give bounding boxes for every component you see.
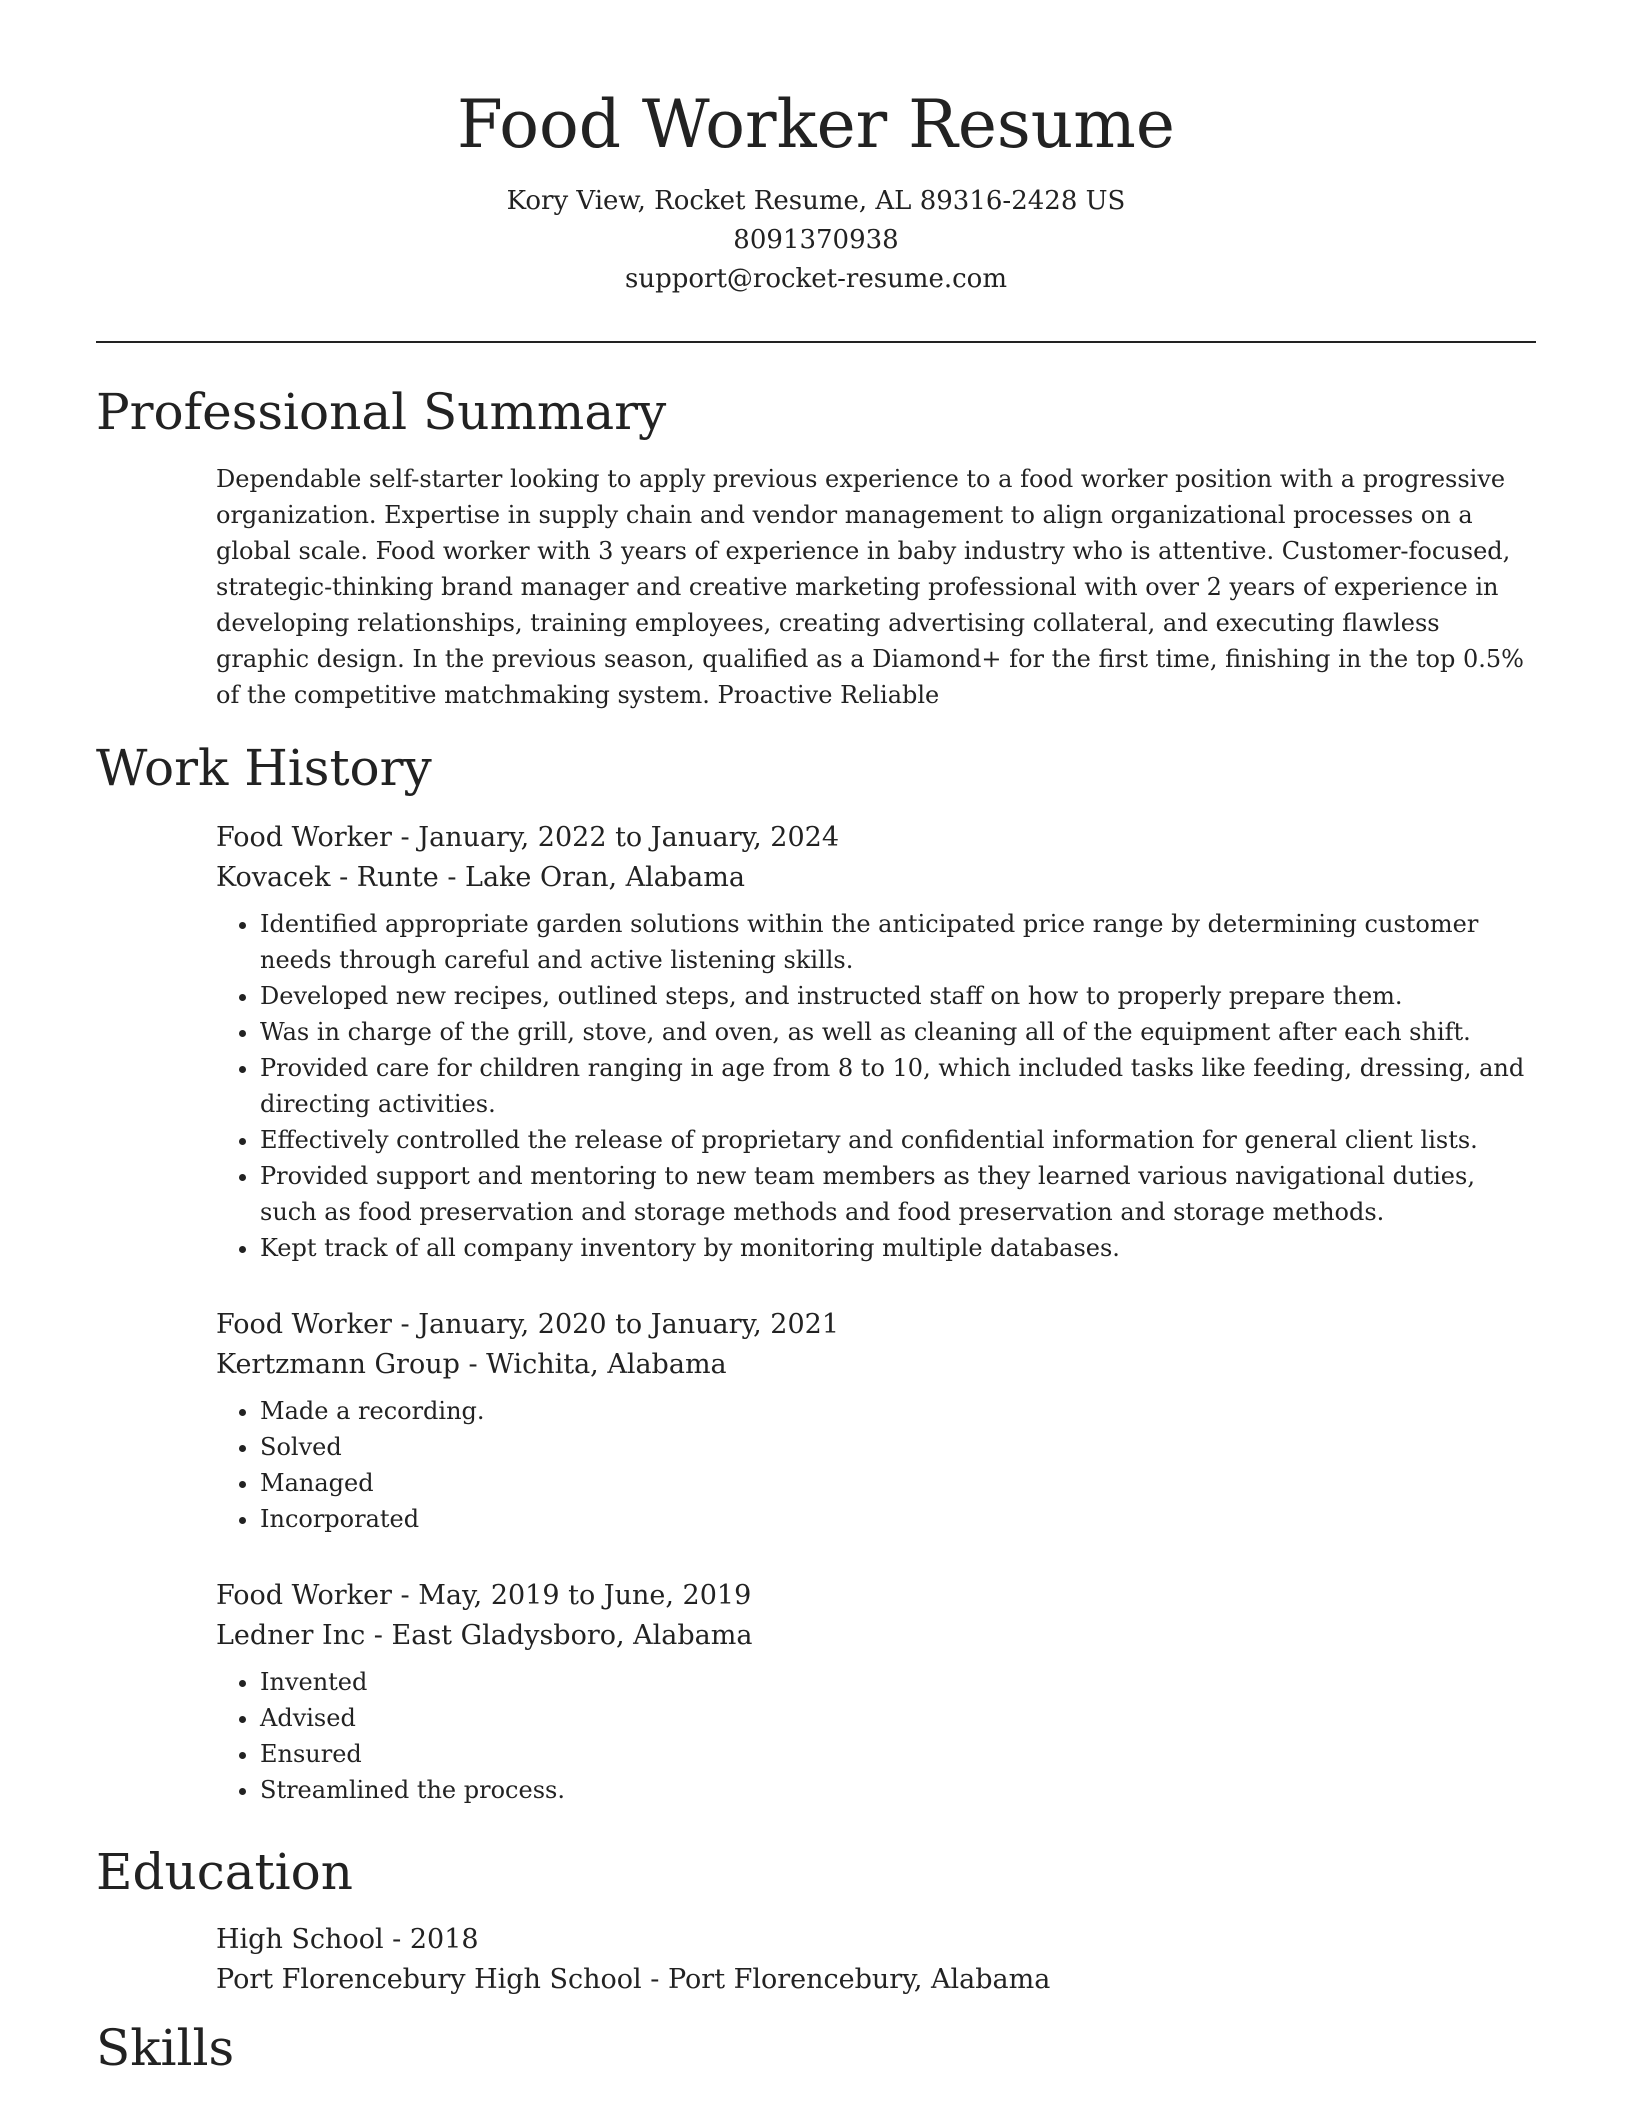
education-school-line: Port Florencebury High School - Port Florencebury, Alabama bbox=[216, 1964, 1051, 1995]
job-company-line: Kovacek - Runte - Lake Oran, Alabama bbox=[216, 862, 745, 893]
job-entry bbox=[216, 818, 1536, 1266]
job-bullet: • Made a recording. bbox=[260, 1393, 1536, 1429]
resume-header bbox=[96, 80, 1536, 299]
job-bullet: • Streamlined the process. bbox=[260, 1772, 1536, 1808]
job-bullets bbox=[216, 1664, 1536, 1808]
contact-address: Kory View, Rocket Resume, AL 89316-2428 US bbox=[506, 186, 1126, 216]
contact-phone: 8091370938 bbox=[733, 225, 899, 255]
job-bullet: • Solved bbox=[260, 1429, 1536, 1465]
job-company-line: Ledner Inc - East Gladysboro, Alabama bbox=[216, 1620, 753, 1651]
job-bullet: • Managed bbox=[260, 1465, 1536, 1501]
job-entry bbox=[216, 1576, 1536, 1808]
job-bullet: • Invented bbox=[260, 1664, 1536, 1700]
job-title-line: Food Worker - January, 2020 to January, 2021 bbox=[216, 1309, 840, 1340]
resume-title: Food Worker Resume bbox=[457, 86, 1175, 163]
job-bullets bbox=[216, 906, 1536, 1266]
work-history-heading: Work History bbox=[96, 739, 432, 797]
job-company-line: Kertzmann Group - Wichita, Alabama bbox=[216, 1349, 727, 1380]
contact-email: support@rocket-resume.com bbox=[624, 264, 1007, 294]
job-title-line: Food Worker - January, 2022 to January, 2024 bbox=[216, 822, 840, 853]
job-bullet: • Provided support and mentoring to new team members as they learned various navigational duties, such as food preservation and storage methods and food preservation and storage methods. bbox=[260, 1158, 1536, 1230]
job-bullet: • Was in charge of the grill, stove, and oven, as well as cleaning all of the equipment after each shift. bbox=[260, 1014, 1536, 1050]
job-bullet: • Kept track of all company inventory by monitoring multiple databases. bbox=[260, 1230, 1536, 1266]
job-bullet: • Developed new recipes, outlined steps, and instructed staff on how to properly prepare them. bbox=[260, 978, 1536, 1014]
summary-text: Dependable self-starter looking to apply previous experience to a food worker position with a progressive organization. Expertise in supply chain and vendor management to align organizational processes on a global scale. Food worker with 3 years of experience in baby industry who is attentive. Customer-focused, strategic-thinking brand manager and creative marketing professional with over 2 years of experience in developing relationships, training employees, creating advertising collateral, and executing flawless graphic design. In the previous season, qualified as a Diamond+ for the first time, finishing in the top 0.5% of the competitive matchmaking system. Proactive Reliable bbox=[216, 465, 1524, 709]
job-bullet: • Provided care for children ranging in age from 8 to 10, which included tasks like feeding, dressing, and directing activities. bbox=[260, 1050, 1536, 1122]
skills-heading: Skills bbox=[96, 2019, 235, 2077]
job-bullet: • Identified appropriate garden solutions within the anticipated price range by determining customer needs through careful and active listening skills. bbox=[260, 906, 1536, 978]
job-bullets bbox=[216, 1393, 1536, 1537]
job-bullet: • Effectively controlled the release of proprietary and confidential information for general client lists. bbox=[260, 1122, 1536, 1158]
education-degree-line: High School - 2018 bbox=[216, 1924, 479, 1955]
job-bullet: • Incorporated bbox=[260, 1501, 1536, 1537]
job-bullet: • Advised bbox=[260, 1700, 1536, 1736]
education-entry bbox=[216, 1920, 1536, 2000]
job-bullet: • Ensured bbox=[260, 1736, 1536, 1772]
job-entry bbox=[216, 1305, 1536, 1537]
summary-heading: Professional Summary bbox=[96, 383, 667, 441]
header-divider bbox=[96, 341, 1536, 343]
education-heading: Education bbox=[96, 1843, 353, 1901]
job-title-line: Food Worker - May, 2019 to June, 2019 bbox=[216, 1580, 752, 1611]
